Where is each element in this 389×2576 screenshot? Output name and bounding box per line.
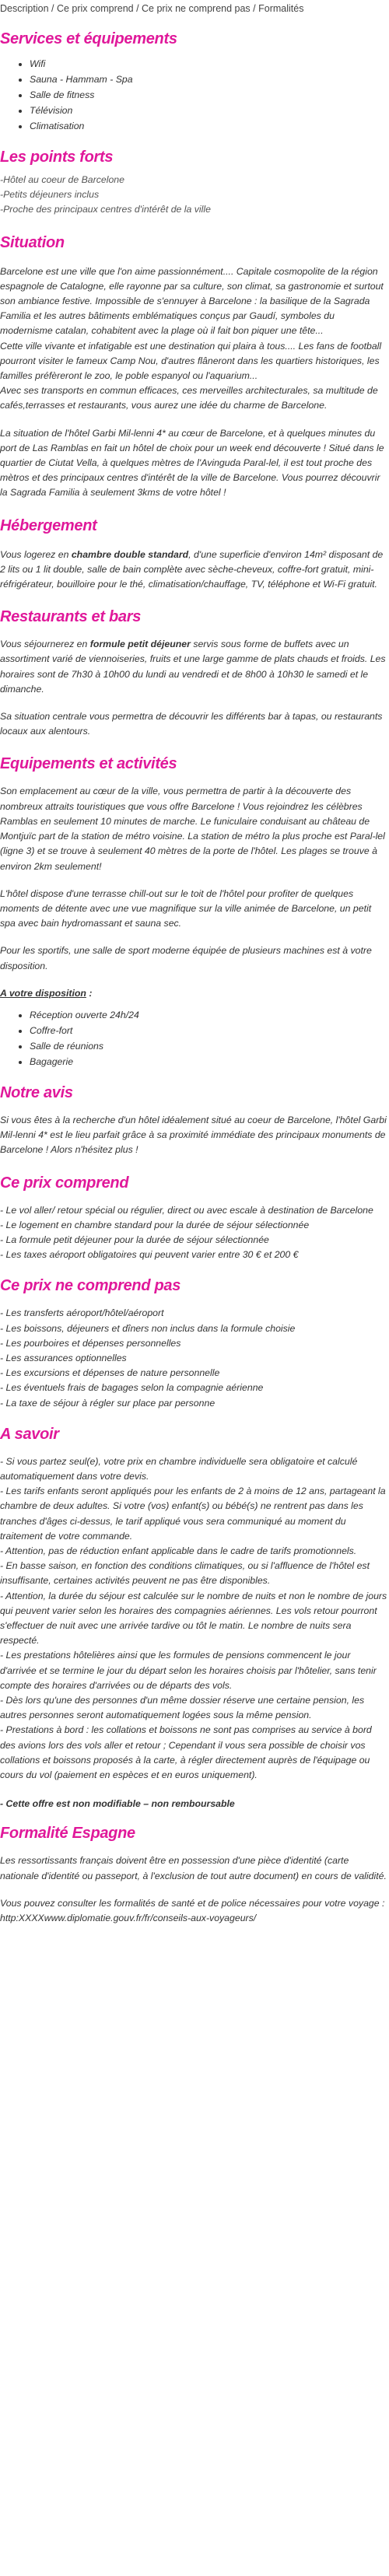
disposition-list bbox=[0, 1007, 389, 1069]
disposition-item: • Réception ouverte 24h/24 bbox=[30, 1007, 389, 1023]
tab-formalites[interactable]: Formalités bbox=[258, 3, 304, 14]
equipements-paragraph: L'hôtel dispose d'une terrasse chill-out sur le toit de l'hôtel pour profiter de quelques moments de détente avec une vue magnifique sur la ville animée de Barcelone, un petit spa avec bain hydromassant et sauna sec. bbox=[0, 887, 372, 929]
service-item: • Climatisation bbox=[30, 118, 389, 134]
ne-comprend-line: - Les éventuels frais de bagages selon la compagnie aérienne bbox=[0, 1382, 264, 1394]
situation-paragraph: Barcelone est une ville que l'on aime passionnément.... Capitale cosmopolite de la région espagnole de Catalogne, elle rayonne par sa culture, son climat, sa gastronomie et surtout son ambiance festive. Impossible de s'ennuyer à Barcelone : la basilique de la Sagrada Familia et les autres bâtiments emblématiques conçus par Gaudí, symboles du modernisme catalan, cohabitent avec la plage où il fait bon piquer une tête... bbox=[0, 265, 384, 337]
avis-section bbox=[0, 1082, 389, 1158]
restaurants-paragraph bbox=[0, 637, 389, 697]
disposition-label bbox=[0, 986, 389, 1001]
avis-heading: Notre avis bbox=[0, 1083, 73, 1101]
restaurants-paragraph: Sa situation centrale vous permettra de découvrir les différents bar à tapas, ou restaurants locaux aux alentours. bbox=[0, 711, 383, 737]
points-forts-heading: Les points forts bbox=[0, 149, 114, 166]
points-forts-line: -Proche des principaux centres d'intérêt de la ville bbox=[0, 204, 211, 215]
avis-paragraph: Si vous êtes à la recherche d'un hôtel idéalement situé au coeur de Barcelone, l'hôtel Garbi Mil-lenni 4* est le lieu parfait grâce à sa proximité immédiate des principaux monuments de Barcelone ! Alors n'hésitez plus ! bbox=[0, 1114, 387, 1156]
situation-heading: Situation bbox=[0, 233, 65, 251]
formalite-paragraph: Vous pouvez consulter les formalités de santé et de police nécessaires pour votre voyage : http:XXXXwww.diplomatie.gouv.fr/fr/conseils-aux-voyageurs/ bbox=[0, 1897, 385, 1924]
services-list bbox=[0, 56, 389, 134]
comprend-line: - Le logement en chambre standard pour la durée de séjour sélectionnée bbox=[0, 1219, 310, 1230]
services-section bbox=[0, 28, 389, 134]
savoir-line: - Attention, pas de réduction enfant applicable dans le cadre de tarifs promotionnels. bbox=[0, 1545, 357, 1556]
restaurants-heading: Restaurants et bars bbox=[0, 608, 142, 626]
equipements-heading: Equipements et activités bbox=[0, 755, 177, 773]
savoir-non-remboursable: - Cette offre est non modifiable – non remboursable bbox=[0, 1798, 235, 1810]
equipements-paragraph: Son emplacement au cœur de la ville, vous permettra de partir à la découverte des nombreux attraits touristiques que vous offre Barcelone ! Vous rejoindrez les célèbres Ramblas en seulement 10 minutes de marche. Le funiculaire conduisant au château de Montjuïc part de la station de métro voisine. La station de métro la plus proche est Paral-lel (ligne 3) et se trouve à seulement 40 mètres de la porte de l'hôtel. Les plages se trouve à environ 2km seulement! bbox=[0, 786, 385, 872]
points-forts-line: -Hôtel au coeur de Barcelone bbox=[0, 174, 124, 185]
savoir-line: - Dès lors qu'une des personnes d'un même dossier réserve une certaine pension, les autres personnes seront automatiquement logées sous la même pension. bbox=[0, 1695, 365, 1721]
situation-paragraph: Avec ses transports en commun efficaces, ces merveilles architecturales, sa multitude de cafés,terrasses et restaurants, vous aurez une idée du charme de Barcelone. bbox=[0, 385, 378, 411]
comprend-line: - Le vol aller/ retour spécial ou régulier, direct ou avec escale à destination de Barcelone bbox=[0, 1204, 373, 1216]
ne-comprend-line: - Les excursions et dépenses de nature personnelle bbox=[0, 1367, 220, 1379]
tab-ce-prix-ne-comprend-pas[interactable]: Ce prix ne comprend pas bbox=[142, 3, 251, 14]
formalite-heading: Formalité Espagne bbox=[0, 1825, 135, 1843]
savoir-line: - Si vous partez seul(e), votre prix en chambre individuelle sera obligatoire et calculé automatiquement dans votre devis. bbox=[0, 1455, 358, 1482]
ne-comprend-line: - Les transferts aéroport/hôtel/aéroport bbox=[0, 1307, 164, 1319]
situation-paragraph: La situation de l'hôtel Garbi Mil-lenni 4* au cœur de Barcelone, et à quelques minutes du port de Las Ramblas en fait un hôtel de choix pour un week end découverte ! Situé dans le quartier de Ciutat Vella, à quelques mètres de l'Avinguda Paral-lel, il est tout proche des mètros et des principaux centres d'intérêt de la ville de Barcelone. Vous pourrez découvrir la Sagrada Familia à seulement 3kms de votre hôtel ! bbox=[0, 427, 384, 499]
service-item: • Sauna - Hammam - Spa bbox=[30, 72, 389, 87]
tab-description[interactable]: Description bbox=[0, 3, 49, 14]
savoir-line: - En basse saison, en fonction des conditions climatiques, ou si l'affluence de l'hôtel est insuffisante, certaines activités peuvent ne pas être disponibles. bbox=[0, 1560, 370, 1587]
ne-comprend-section bbox=[0, 1275, 389, 1410]
savoir-line: - Les tarifs enfants seront appliqués pour les enfants de 2 à moins de 12 ans, partageant la chambre de deux adultes. Si votre (vos) enfant(s) ou bébé(s) ne rentrent pas dans les tranches d'âges ci-dessus, le tarif appliqué vous sera communiqué au moment du traitement de votre commande. bbox=[0, 1486, 386, 1542]
hebergement-heading: Hébergement bbox=[0, 516, 97, 534]
hebergement-paragraph bbox=[0, 548, 389, 593]
formalite-section bbox=[0, 1822, 389, 1926]
points-forts-section bbox=[0, 146, 389, 218]
tab-separator: / bbox=[250, 3, 259, 14]
ne-comprend-heading: Ce prix ne comprend pas bbox=[0, 1277, 181, 1295]
savoir-line: - Prestations à bord : les collations et boissons ne sont pas comprises au service à bord des avions lors des vols aller et retour ; Cependant il vous sera possible de choisir vos collations et boissons proposés à la carte, à régler directement auprès de l'équipage ou cours du vol (paiement en espèces et en euros uniquement). bbox=[0, 1724, 372, 1781]
hebergement-room-type: chambre double standard bbox=[71, 548, 189, 560]
savoir-section bbox=[0, 1423, 389, 1812]
equipements-section bbox=[0, 753, 389, 1069]
ne-comprend-line: - Les assurances optionnelles bbox=[0, 1352, 127, 1363]
tab-separator: / bbox=[48, 3, 57, 14]
hebergement-text: , d'une superficie d'environ 14m² disposant de 2 lits ou 1 lit double, salle de bain complète avec sèche-cheveux, coffre-fort gratuit, mini-réfrigérateur, bouilloire pour le thé, climatisation/chauffage, TV, téléphone et Wi-Fi gratuit. bbox=[0, 548, 384, 590]
situation-section bbox=[0, 232, 389, 501]
hebergement-section bbox=[0, 515, 389, 593]
disposition-label-text: A votre disposition bbox=[0, 987, 86, 999]
tab-bar bbox=[0, 0, 389, 16]
disposition-item: • Bagagerie bbox=[30, 1054, 389, 1069]
disposition-colon: : bbox=[86, 987, 93, 999]
disposition-item: • Salle de réunions bbox=[30, 1038, 389, 1054]
restaurants-text: Vous séjournerez en bbox=[0, 639, 90, 650]
service-item: • Wifi bbox=[30, 56, 389, 72]
savoir-line: - Attention, la durée du séjour est calculée sur le nombre de nuits et non le nombre de jours qui peuvent varier selon les horaires des compagnies aériennes. Les vols retour pourront s'effectuer de nuit avec une arrivée tardive ou tôt le matin. Le nombre de nuits sera respecté. bbox=[0, 1590, 387, 1647]
equipements-paragraph: Pour les sportifs, une salle de sport moderne équipée de plusieurs machines est à votre disposition. bbox=[0, 945, 372, 971]
ne-comprend-line: - Les pourboires et dépenses personnelles bbox=[0, 1337, 181, 1349]
points-forts-line: -Petits déjeuners inclus bbox=[0, 189, 100, 201]
formalite-paragraph: Les ressortissants français doivent être en possession d'une pièce d'identité (carte nationale d'identité ou passeport, à l'exclusion de tout autre document) en cours de validité. bbox=[0, 1855, 387, 1881]
comprend-line: - Les taxes aéroport obligatoires qui peuvent varier entre 30 € et 200 € bbox=[0, 1249, 299, 1261]
hebergement-text: Vous logerez en bbox=[0, 548, 72, 560]
comprend-line: - La formule petit déjeuner pour la durée de séjour sélectionnée bbox=[0, 1234, 269, 1245]
tab-separator: / bbox=[133, 3, 142, 14]
restaurants-section bbox=[0, 606, 389, 739]
restaurants-text: servis sous forme de buffets avec un assortiment varié de viennoiseries, fruits et une large gamme de plats chauds et froids. Les horaires sont de 7h30 à 10h00 du lundi au vendredi et de 8h00 à 10h30 le samedi et le dimanche. bbox=[0, 639, 386, 695]
restaurants-formula: formule petit déjeuner bbox=[89, 639, 191, 650]
savoir-heading: A savoir bbox=[0, 1425, 59, 1443]
services-heading: Services et équipements bbox=[0, 30, 177, 47]
service-item: • Salle de fitness bbox=[30, 87, 389, 103]
tab-ce-prix-comprend[interactable]: Ce prix comprend bbox=[56, 3, 134, 14]
ne-comprend-line: - La taxe de séjour à régler sur place par personne bbox=[0, 1397, 216, 1409]
service-item: • Télévision bbox=[30, 103, 389, 118]
disposition-item: • Coffre-fort bbox=[30, 1023, 389, 1038]
ne-comprend-line: - Les boissons, déjeuners et dîners non inclus dans la formule choisie bbox=[0, 1322, 296, 1334]
comprend-heading: Ce prix comprend bbox=[0, 1174, 129, 1192]
comprend-section bbox=[0, 1172, 389, 1263]
savoir-line: - Les prestations hôtelières ainsi que les formules de pensions commencent le jour d'arrivée et se termine le jour du départ selon les horaires choisis par l'hôtelier, sans tenir compte des horaires d'arrivées ou de départs des vols. bbox=[0, 1650, 377, 1691]
situation-paragraph: Cette ville vivante et infatigable est une destination qui plaira à tous.... Les fans de football pourront visiter le fameux Camp Nou, d'autres flâneront dans les quartiers historiques, les familles préfèreront le zoo, le poble espanyol ou l'aquarium... bbox=[0, 340, 382, 382]
